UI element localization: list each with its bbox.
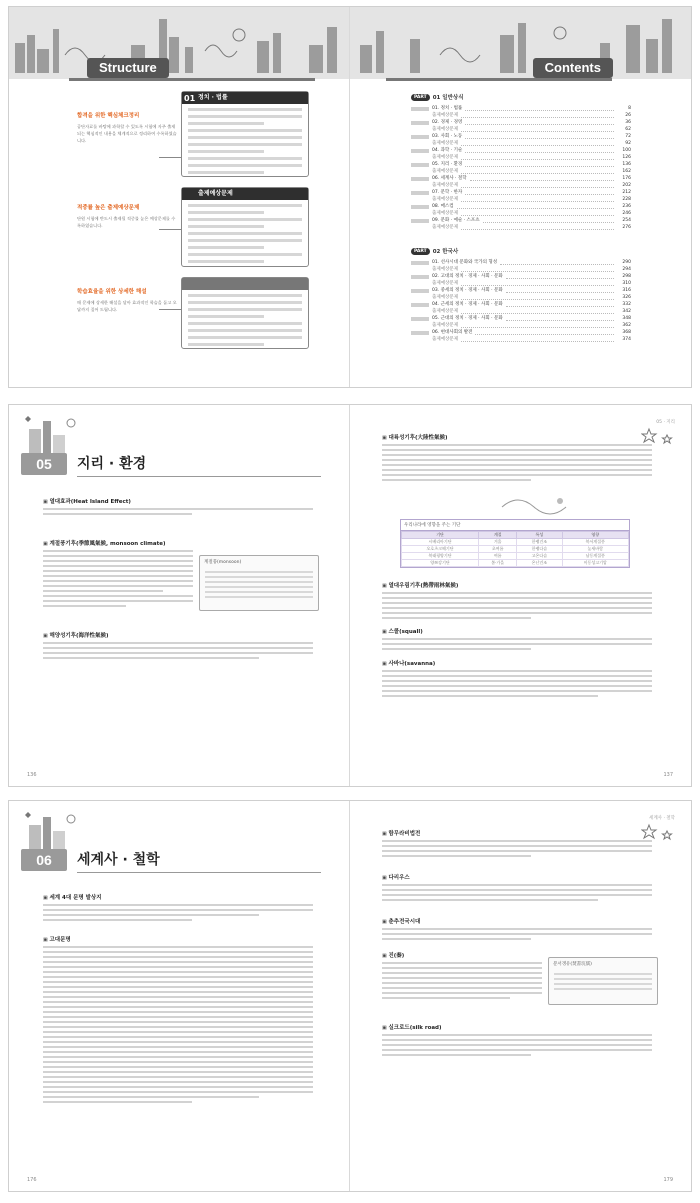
structure-contents-spread xyxy=(8,6,692,388)
toc-row-title: 06. 세계사 · 철학 xyxy=(432,176,467,181)
toc-row-page: 100 xyxy=(622,148,631,153)
toc-row-marker xyxy=(411,177,429,181)
term-entry xyxy=(43,539,193,607)
toc-row-title: 출제예상문제 xyxy=(432,211,459,216)
toc-row xyxy=(411,280,631,287)
sample-page-title: 정치 · 법률 xyxy=(182,92,308,104)
toc-row-leader xyxy=(465,163,614,167)
term-entry xyxy=(382,951,542,999)
toc-row-title: 출제예상문제 xyxy=(432,155,459,160)
table-cell: 북서계절풍 xyxy=(562,539,629,546)
toc-row-marker xyxy=(411,275,429,279)
toc-row-title: 출제예상문제 xyxy=(432,225,459,230)
toc-row xyxy=(411,301,631,308)
toc-row-marker xyxy=(411,156,429,160)
toc-row-marker xyxy=(411,212,429,216)
toc-row-title: 출제예상문제 xyxy=(432,295,459,300)
header-strip xyxy=(386,78,612,81)
table-cell: 한랭다습 xyxy=(517,546,562,553)
toc-row-marker xyxy=(411,282,429,286)
air-mass-table xyxy=(400,519,630,568)
toc-row-leader xyxy=(465,121,614,125)
toc-row-leader xyxy=(461,282,614,286)
toc-row-marker xyxy=(411,303,429,307)
toc-row-marker xyxy=(411,226,429,230)
toc-row-page: 254 xyxy=(622,218,631,223)
toc-row-title: 출제예상문제 xyxy=(432,183,459,188)
table-header-cell: 계절 xyxy=(479,532,517,539)
toc-row-marker xyxy=(411,191,429,195)
toc-row-title: 출제예상문제 xyxy=(432,169,459,174)
toc-row-leader xyxy=(465,107,614,111)
toc-row xyxy=(411,266,631,273)
term-entry xyxy=(382,917,652,940)
toc-row-page: 202 xyxy=(622,183,631,188)
toc-row-leader xyxy=(457,205,614,209)
chapter-heading xyxy=(21,453,321,475)
page-136 xyxy=(9,405,350,786)
toc-row-page: 348 xyxy=(622,316,631,321)
toc-row-page: 8 xyxy=(628,106,631,111)
toc-row-marker xyxy=(411,135,429,139)
toc-row xyxy=(411,189,631,196)
toc-row-leader xyxy=(461,184,614,188)
toc-row-page: 126 xyxy=(622,155,631,160)
structure-point-text: 매 문제에 상세한 해설을 달아 효과적인 학습을 돕고 오답까지 짚어 드립니다. xyxy=(77,300,177,312)
toc-row-marker xyxy=(411,170,429,174)
toc-row xyxy=(411,126,631,133)
term-heading: ▣ 스콜(squall) xyxy=(382,627,652,635)
toc-row-leader xyxy=(461,128,614,132)
toc-row-leader xyxy=(461,338,614,342)
toc-row-marker xyxy=(411,338,429,342)
term-entry xyxy=(382,433,652,481)
note-box-title: 계절풍(monsoon) xyxy=(204,560,242,565)
term-entry xyxy=(43,893,313,921)
toc-row-page: 26 xyxy=(625,113,631,118)
geography-spread xyxy=(8,404,692,787)
toc-row-page: 236 xyxy=(622,204,631,209)
swirl-doodle-icon xyxy=(500,493,570,515)
chapter-number: 06 xyxy=(21,849,67,871)
table-caption: 우리나라에 영향을 주는 기단 xyxy=(401,520,629,531)
toc-row-marker xyxy=(411,149,429,153)
toc-row-leader xyxy=(461,310,614,314)
toc-row-title: 01. 선사시대 문화와 국가의 형성 xyxy=(432,260,498,265)
term-heading: ▣ 함무라비법전 xyxy=(382,829,652,837)
part-badge: PART xyxy=(411,248,430,255)
doodle-buildings-icon xyxy=(23,811,83,849)
city-skyline-illustration xyxy=(9,15,350,73)
term-heading: ▣ 해양성기후(海洋性氣候) xyxy=(43,631,313,639)
structure-point-1 xyxy=(77,111,177,144)
toc-row-title: 01. 정치 · 법률 xyxy=(432,106,463,111)
toc-row-page: 298 xyxy=(622,274,631,279)
toc-row xyxy=(411,336,631,343)
toc-row-leader xyxy=(483,219,614,223)
term-heading: ▣ 다리우스 xyxy=(382,873,652,881)
toc-row-page: 316 xyxy=(622,288,631,293)
toc-row-title: 출제예상문제 xyxy=(432,337,459,342)
toc-row-leader xyxy=(465,149,614,153)
part-title: 02 한국사 xyxy=(432,249,459,255)
toc-row-page: 326 xyxy=(622,295,631,300)
toc-row xyxy=(411,217,631,224)
toc-row-marker xyxy=(411,128,429,132)
page-number: 179 xyxy=(663,1177,673,1183)
toc-row-page: 362 xyxy=(622,323,631,328)
table-cell: 한랭건조 xyxy=(517,539,562,546)
toc-row-leader xyxy=(461,324,614,328)
table-cell: 시베리아기단 xyxy=(402,539,479,546)
term-heading: ▣ 열대우림기후(熱帶雨林氣候) xyxy=(382,581,652,589)
toc-row xyxy=(411,287,631,294)
table-cell: 높새바람 xyxy=(562,546,629,553)
connector-line xyxy=(159,157,181,158)
toc-row-leader xyxy=(506,275,614,279)
sample-page-title: 출제예상문제 xyxy=(182,188,308,200)
toc-row xyxy=(411,133,631,140)
toc-row xyxy=(411,308,631,315)
toc-row-leader xyxy=(461,170,614,174)
toc-row-marker xyxy=(411,114,429,118)
toc-row-leader xyxy=(461,156,614,160)
term-heading: ▣ 계절풍기후(季節風氣候, monsoon climate) xyxy=(43,539,313,547)
table-header-cell: 특성 xyxy=(517,532,562,539)
sample-page-questions xyxy=(181,187,309,267)
toc-row-marker xyxy=(411,219,429,223)
toc-row-title: 03. 중세의 정치 · 경제 · 사회 · 문화 xyxy=(432,288,503,293)
term-heading: ▣ 세계 4대 문명 발상지 xyxy=(43,893,313,901)
toc-row-page: 368 xyxy=(622,330,631,335)
term-entry xyxy=(382,627,652,650)
chapter-number: 05 xyxy=(21,453,67,475)
part-badge: PART xyxy=(411,94,430,101)
term-heading: ▣ 사바나(savanna) xyxy=(382,659,652,667)
table-cell: 양쯔강기단 xyxy=(402,560,479,567)
toc-row-title: 03. 사회 · 노동 xyxy=(432,134,463,139)
toc-row-marker xyxy=(411,289,429,293)
page-number: 176 xyxy=(27,1177,37,1183)
toc-row-title: 05. 근대의 정치 · 경제 · 사회 · 문화 xyxy=(432,316,503,321)
toc-row-leader xyxy=(465,191,614,195)
term-entry xyxy=(43,497,313,515)
term-entry xyxy=(382,581,652,619)
toc-row-page: 342 xyxy=(622,309,631,314)
note-box-title: 분서갱유(焚書坑儒) xyxy=(553,962,592,967)
toc-row-page: 92 xyxy=(625,141,631,146)
toc-row xyxy=(411,112,631,119)
toc-row xyxy=(411,196,631,203)
toc-row-marker xyxy=(411,317,429,321)
structure-point-text: 단원 시험에 반드시 출제될 적중률 높은 예상문제를 수록하였습니다. xyxy=(77,216,176,228)
toc-row-marker xyxy=(411,324,429,328)
doodle-buildings-icon xyxy=(23,415,83,453)
toc-part-2 xyxy=(411,243,631,343)
table-row xyxy=(402,560,629,567)
toc-row-marker xyxy=(411,198,429,202)
structure-point-heading: 학습효율을 위한 상세한 해설 xyxy=(77,289,147,295)
toc-row-page: 212 xyxy=(622,190,631,195)
toc-row-marker xyxy=(411,205,429,209)
toc-row-page: 276 xyxy=(622,225,631,230)
table-cell: 고온다습 xyxy=(517,553,562,560)
table-row xyxy=(402,539,629,546)
table-row xyxy=(402,553,629,560)
contents-tag: Contents xyxy=(533,58,613,78)
toc-row xyxy=(411,161,631,168)
toc-row-page: 294 xyxy=(622,267,631,272)
chapter-title: 지리 · 환경 xyxy=(77,456,147,472)
term-heading: ▣ 대륙성기후(大陸性氣候) xyxy=(382,433,652,441)
toc-row xyxy=(411,147,631,154)
toc-row-marker xyxy=(411,184,429,188)
term-entry xyxy=(43,935,313,1103)
term-entry xyxy=(382,1023,652,1056)
toc-row xyxy=(411,175,631,182)
city-skyline-illustration xyxy=(350,15,691,73)
toc-row-leader xyxy=(461,114,614,118)
toc-row xyxy=(411,182,631,189)
toc-row xyxy=(411,168,631,175)
toc-row-leader xyxy=(461,198,614,202)
table-cell: 북태평양기단 xyxy=(402,553,479,560)
page-176 xyxy=(9,801,350,1191)
toc-row-leader xyxy=(461,142,614,146)
term-heading: ▣ 진(秦) xyxy=(382,951,542,959)
table-cell: 겨울 xyxy=(479,539,517,546)
term-entry xyxy=(382,659,652,697)
table-row xyxy=(402,546,629,553)
toc-row-title: 04. 근세의 정치 · 경제 · 사회 · 문화 xyxy=(432,302,503,307)
running-head: 세계사 · 철학 xyxy=(648,816,675,821)
toc-row xyxy=(411,203,631,210)
toc-row-marker xyxy=(411,107,429,111)
toc-row-marker xyxy=(411,142,429,146)
table-cell: 이동성고기압 xyxy=(562,560,629,567)
toc-row-leader xyxy=(500,261,614,265)
toc-row-marker xyxy=(411,310,429,314)
toc-row-leader xyxy=(506,317,614,321)
toc-row-title: 출제예상문제 xyxy=(432,323,459,328)
term-heading: ▣ 열대효과(Heat Island Effect) xyxy=(43,497,313,505)
toc-row-title: 출제예상문제 xyxy=(432,127,459,132)
toc-row-title: 출제예상문제 xyxy=(432,113,459,118)
toc-row xyxy=(411,322,631,329)
toc-row-title: 출제예상문제 xyxy=(432,281,459,286)
term-heading: ▣ 고대문명 xyxy=(43,935,313,943)
world-history-spread xyxy=(8,800,692,1192)
toc-row-page: 228 xyxy=(622,197,631,202)
chapter-heading xyxy=(21,849,321,871)
toc-row xyxy=(411,315,631,322)
toc-row-leader xyxy=(470,177,614,181)
toc-row-title: 05. 지리 · 환경 xyxy=(432,162,463,167)
term-entry xyxy=(43,631,313,659)
toc-row-leader xyxy=(465,135,614,139)
toc-row-page: 332 xyxy=(622,302,631,307)
toc-row-title: 출제예상문제 xyxy=(432,267,459,272)
toc-row-marker xyxy=(411,296,429,300)
toc-row-page: 290 xyxy=(622,260,631,265)
toc-row-marker xyxy=(411,121,429,125)
toc-row-page: 246 xyxy=(622,211,631,216)
toc-row-title: 06. 현대사회의 발전 xyxy=(432,330,473,335)
toc-row-leader xyxy=(506,289,614,293)
table-cell: 봄·가을 xyxy=(479,560,517,567)
toc-row-page: 176 xyxy=(622,176,631,181)
toc-row-title: 02. 경제 · 경영 xyxy=(432,120,463,125)
toc-row-leader xyxy=(461,268,614,272)
note-box xyxy=(548,957,658,1005)
toc-row xyxy=(411,210,631,217)
term-heading: ▣ 실크로드(silk road) xyxy=(382,1023,652,1031)
toc-row-page: 310 xyxy=(622,281,631,286)
connector-line xyxy=(159,309,181,310)
sample-page-title xyxy=(182,278,308,290)
page-179 xyxy=(350,801,691,1191)
page-137 xyxy=(350,405,691,786)
structure-point-text: 공단자료를 바탕에 과학할 수 있도록 시험에 자주 출제되는 핵심적인 내용을 체계적으로 정리하여 수록하였습니다. xyxy=(77,124,177,143)
sample-page-number: 01 xyxy=(184,94,196,103)
toc-row-page: 62 xyxy=(625,127,631,132)
toc-row-leader xyxy=(461,212,614,216)
table-header-cell: 영향 xyxy=(562,532,629,539)
toc-row-leader xyxy=(506,303,614,307)
term-entry xyxy=(382,829,652,857)
toc-row-page: 36 xyxy=(625,120,631,125)
toc-row-leader xyxy=(475,331,614,335)
toc-row-marker xyxy=(411,268,429,272)
sample-page-summary xyxy=(181,91,309,177)
toc-row-page: 162 xyxy=(622,169,631,174)
table-header-cell: 기단 xyxy=(402,532,479,539)
toc-row-title: 08. 매스컴 xyxy=(432,204,454,209)
structure-point-2 xyxy=(77,203,177,229)
term-heading: ▣ 춘추전국시대 xyxy=(382,917,652,925)
toc-row-title: 07. 문학 · 한자 xyxy=(432,190,463,195)
toc-row-marker xyxy=(411,261,429,265)
toc-row-page: 72 xyxy=(625,134,631,139)
table-cell: 온난건조 xyxy=(517,560,562,567)
toc-part-1 xyxy=(411,89,631,231)
toc-row-title: 출제예상문제 xyxy=(432,141,459,146)
chapter-title: 세계사 · 철학 xyxy=(77,852,160,868)
toc-row-page: 136 xyxy=(622,162,631,167)
header-strip xyxy=(69,78,315,81)
term-entry xyxy=(382,873,652,901)
toc-row xyxy=(411,224,631,231)
toc-row-leader xyxy=(461,226,614,230)
toc-row xyxy=(411,294,631,301)
page-number: 137 xyxy=(663,772,673,778)
connector-line xyxy=(159,229,181,230)
toc-row-marker xyxy=(411,163,429,167)
toc-row-title: 02. 고대의 정치 · 경제 · 사회 · 문화 xyxy=(432,274,503,279)
toc-row-page: 374 xyxy=(622,337,631,342)
toc-row xyxy=(411,140,631,147)
toc-row-title: 출제예상문제 xyxy=(432,309,459,314)
toc-row-title: 출제예상문제 xyxy=(432,197,459,202)
table-cell: 남동계절풍 xyxy=(562,553,629,560)
table-cell: 초여름 xyxy=(479,546,517,553)
toc-row xyxy=(411,154,631,161)
structure-tag: Structure xyxy=(87,58,169,78)
note-box xyxy=(199,555,319,611)
table-cell: 여름 xyxy=(479,553,517,560)
structure-point-heading: 적중률 높은 출제예상문제 xyxy=(77,205,140,211)
toc-row xyxy=(411,119,631,126)
toc-row-leader xyxy=(461,296,614,300)
toc-row xyxy=(411,329,631,336)
toc-row-title: 04. 과학 · 기술 xyxy=(432,148,463,153)
toc-row xyxy=(411,259,631,266)
toc-row xyxy=(411,273,631,280)
table-cell: 오호츠크해기단 xyxy=(402,546,479,553)
toc-row-marker xyxy=(411,331,429,335)
running-head: 05 · 지리 xyxy=(656,420,675,425)
toc-row-title: 09. 문화 · 예술 · 스포츠 xyxy=(432,218,480,223)
toc-row xyxy=(411,105,631,112)
structure-point-heading: 합격을 위한 핵심체크정리 xyxy=(77,113,140,119)
structure-page xyxy=(9,7,350,387)
part-title: 01 일반상식 xyxy=(432,95,464,101)
sample-page-answers xyxy=(181,277,309,349)
page-number: 136 xyxy=(27,772,37,778)
